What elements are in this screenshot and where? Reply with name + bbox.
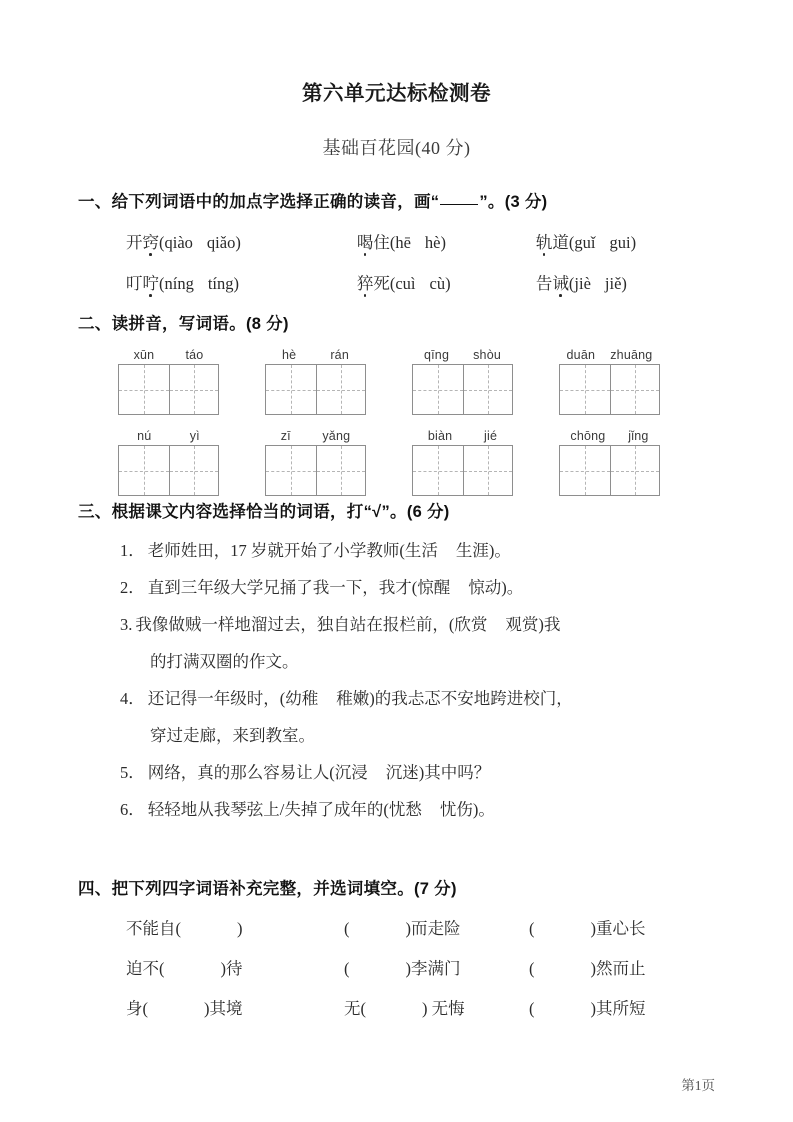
idiom-before: ( [529, 999, 535, 1018]
pinyin-option-a[interactable]: qiào [164, 233, 193, 252]
pronunciation-item[interactable] [126, 270, 357, 294]
character-grid-group [412, 429, 559, 496]
list-item[interactable] [78, 796, 715, 820]
character-grid-row [118, 429, 715, 496]
section-one [78, 188, 715, 294]
pinyin-syllable: zhuāng [610, 348, 653, 362]
tianzi-cell[interactable] [560, 446, 610, 495]
character-grid-group [559, 429, 706, 496]
pinyin-syllable: rán [330, 348, 349, 362]
section-two-heading: 二、读拼音，写词语。(8 分) [78, 315, 289, 333]
item-option[interactable]: 稚嫩)的我忐忑不安地跨进校门， [336, 689, 573, 708]
grid-pinyin-label [559, 429, 660, 443]
grid-pinyin-label [118, 348, 219, 362]
idiom-after: )待 [220, 959, 243, 978]
list-item-continuation: 穿过走廊，来到教室。 [150, 726, 315, 745]
idiom-blank[interactable] [529, 995, 646, 1019]
word-before: 开 [126, 233, 143, 252]
idiom-before: ( [529, 959, 535, 978]
character-grid-group [559, 348, 706, 415]
pinyin-syllable: zī [280, 429, 291, 443]
grid-pinyin-label [412, 348, 513, 362]
tianzi-grid[interactable] [412, 445, 513, 496]
idiom-before: 身( [126, 999, 148, 1018]
tianzi-grid[interactable] [265, 364, 366, 415]
pinyin-option-b[interactable]: gui [609, 233, 631, 252]
tianzi-cell[interactable] [266, 365, 316, 414]
paren-open: ( [568, 274, 575, 293]
idiom-blank[interactable] [344, 955, 529, 979]
paren-close: ) [630, 233, 637, 252]
dotted-char: 轨 [536, 229, 553, 253]
idiom-before: ( [344, 919, 350, 938]
section-one-heading-prefix: 一、给下列词语中的加点字选择正确的读音，画“ [78, 193, 440, 211]
pinyin-syllable: biàn [427, 429, 453, 443]
paren-open: ( [159, 233, 165, 252]
idiom-after: )其境 [204, 999, 243, 1018]
page-title: 第六单元达标检测卷 [302, 82, 491, 105]
tianzi-cell[interactable] [560, 365, 610, 414]
pinyin-option-a[interactable]: guǐ [574, 233, 596, 252]
pinyin-syllable: shòu [473, 348, 501, 362]
item-option[interactable]: 惊动)。 [468, 578, 524, 597]
paren-close: ) [440, 233, 446, 252]
idiom-blank[interactable] [126, 995, 344, 1019]
item-option[interactable]: 生涯)。 [455, 541, 511, 560]
pronunciation-item[interactable] [357, 270, 536, 294]
item-option[interactable]: 忧伤)。 [439, 800, 495, 819]
section-one-heading [78, 188, 715, 212]
list-item[interactable] [78, 537, 715, 561]
section-two [78, 310, 715, 510]
paren-open: ( [159, 274, 165, 293]
page-number: 第1页 [681, 1078, 715, 1093]
item-number: 1． [120, 541, 145, 560]
item-text: 还记得一年级时，(幼稚 [147, 689, 319, 708]
idiom-before: 不能自( [126, 919, 181, 938]
grid-pinyin-label [118, 429, 219, 443]
pronunciation-item[interactable] [536, 270, 715, 294]
character-grid-area [78, 348, 715, 496]
idiom-blank[interactable] [344, 995, 529, 1019]
page-subtitle: 基础百花园(40 分) [322, 138, 471, 158]
dotted-char: 喝 [357, 229, 374, 253]
idiom-blank[interactable] [529, 915, 646, 939]
tianzi-cell[interactable] [610, 365, 660, 414]
item-number: 2． [120, 578, 145, 597]
pinyin-option-b[interactable]: cù [429, 274, 446, 293]
item-text: 直到三年级大学兄捅了我一下，我才(惊醒 [147, 578, 451, 597]
paren-close: ) [621, 274, 627, 293]
list-item[interactable] [78, 759, 715, 783]
item-number: 6． [120, 800, 145, 819]
item-option[interactable]: 沉迷)其中吗？ [385, 763, 491, 782]
pinyin-syllable: nú [137, 429, 152, 443]
dotted-char: 猝 [357, 270, 374, 294]
character-grid-group [265, 348, 412, 415]
paren-close: ) [235, 233, 241, 252]
section-four [78, 875, 715, 1035]
pronunciation-row [78, 270, 715, 294]
pinyin-option-a[interactable]: níng [164, 274, 194, 293]
idiom-after: )其所短 [590, 999, 646, 1018]
pinyin-option-a[interactable]: cuì [395, 274, 416, 293]
character-grid-group [265, 429, 412, 496]
idiom-before: ( [529, 919, 535, 938]
list-item[interactable] [78, 611, 715, 635]
tianzi-cell[interactable] [463, 365, 513, 414]
pinyin-option-b[interactable]: jiě [604, 274, 622, 293]
idiom-row [126, 995, 715, 1019]
pinyin-option-b[interactable]: qiǎo [206, 233, 236, 252]
tianzi-grid[interactable] [265, 445, 366, 496]
paren-open: ( [568, 233, 575, 252]
paren-close: ) [233, 274, 240, 293]
word-after: 道 [552, 233, 569, 252]
tianzi-grid[interactable] [412, 364, 513, 415]
item-text: 轻轻地从我琴弦上/失掉了成年的(忧愁 [147, 800, 422, 819]
item-option[interactable]: 观赏)我 [505, 615, 561, 634]
grid-pinyin-label [412, 429, 513, 443]
word-after: 死 [373, 274, 390, 293]
dotted-char: 窍 [143, 229, 160, 253]
pinyin-option-b[interactable]: tíng [207, 274, 234, 293]
tianzi-grid[interactable] [118, 364, 219, 415]
list-item[interactable] [78, 574, 715, 598]
tianzi-grid[interactable] [559, 445, 660, 496]
item-text: 老师姓田，17 岁就开始了小学教师(生活 [147, 541, 438, 560]
idiom-after: )重心长 [590, 919, 646, 938]
paren-close: ) [445, 274, 451, 293]
idiom-after: ) 无悔 [422, 999, 465, 1018]
pinyin-option-a[interactable]: jiè [574, 274, 591, 293]
pronunciation-item[interactable] [536, 229, 715, 253]
pronunciation-item[interactable] [126, 229, 357, 253]
pinyin-syllable: táo [185, 348, 204, 362]
pinyin-syllable: yì [189, 429, 200, 443]
word-after: 住 [373, 233, 390, 252]
character-grid-group [412, 348, 559, 415]
section-three-heading: 三、根据课文内容选择恰当的词语，打“√”。(6 分) [78, 503, 450, 521]
item-text: 我像做贼一样地溜过去，独自站在报栏前，(欣赏 [135, 615, 488, 634]
pinyin-syllable: jǐng [628, 429, 649, 443]
idiom-before: 无( [344, 999, 366, 1018]
tianzi-cell[interactable] [413, 365, 463, 414]
tianzi-cell[interactable] [119, 365, 169, 414]
tianzi-cell[interactable] [413, 446, 463, 495]
tianzi-cell[interactable] [316, 365, 366, 414]
idiom-fill-area [78, 915, 715, 1019]
item-number: 4． [120, 689, 145, 708]
idiom-row [126, 955, 715, 979]
character-grid-row [118, 348, 715, 415]
word-before: 告 [535, 274, 553, 293]
item-number: 5． [120, 763, 145, 782]
pinyin-syllable: hè [282, 348, 297, 362]
paren-open: ( [389, 233, 396, 252]
word-before: 叮 [126, 274, 143, 293]
answer-blank-line [440, 204, 478, 205]
idiom-before: 迫不( [126, 959, 165, 978]
list-item[interactable] [78, 685, 715, 709]
tianzi-cell[interactable] [463, 446, 513, 495]
tianzi-cell[interactable] [119, 446, 169, 495]
idiom-blank[interactable] [529, 955, 646, 979]
tianzi-grid[interactable] [559, 364, 660, 415]
idiom-after: )而走险 [405, 919, 461, 938]
idiom-blank[interactable] [344, 915, 529, 939]
grid-pinyin-label [265, 429, 366, 443]
idiom-after: )然而止 [590, 959, 646, 978]
paren-open: ( [389, 274, 396, 293]
pinyin-option-b[interactable]: hè [424, 233, 441, 252]
idiom-after: )李满门 [405, 959, 461, 978]
pinyin-syllable: yǎng [322, 429, 351, 443]
pinyin-syllable: chōng [570, 429, 606, 443]
grid-pinyin-label [265, 348, 366, 362]
tianzi-grid[interactable] [118, 445, 219, 496]
tianzi-cell[interactable] [169, 365, 219, 414]
pronunciation-row [78, 229, 715, 253]
list-item-continuation: 的打满双圈的作文。 [150, 652, 299, 671]
tianzi-cell[interactable] [169, 446, 219, 495]
section-three [78, 498, 715, 833]
dotted-char: 诫 [552, 270, 569, 294]
pronunciation-item[interactable] [357, 229, 536, 253]
section-three-items [78, 537, 715, 820]
tianzi-cell[interactable] [610, 446, 660, 495]
dotted-char: 咛 [143, 270, 160, 294]
idiom-blank[interactable] [126, 915, 344, 939]
idiom-before: ( [344, 959, 350, 978]
idiom-after: ) [237, 919, 243, 938]
character-grid-group [118, 429, 265, 496]
grid-pinyin-label [559, 348, 660, 362]
pinyin-syllable: xūn [133, 348, 155, 362]
tianzi-cell[interactable] [266, 446, 316, 495]
pinyin-syllable: duān [566, 348, 596, 362]
character-grid-group [118, 348, 265, 415]
pinyin-option-a[interactable]: hē [395, 233, 411, 252]
pinyin-syllable: jié [484, 429, 498, 443]
idiom-row [126, 915, 715, 939]
tianzi-cell[interactable] [316, 446, 366, 495]
section-four-heading: 四、把下列四字词语补充完整，并选词填空。(7 分) [78, 880, 457, 898]
item-number: 3. [120, 615, 133, 634]
idiom-blank[interactable] [126, 955, 344, 979]
section-one-heading-suffix: ”。(3 分) [479, 193, 548, 211]
item-text: 网络，真的那么容易让人(沉浸 [147, 763, 368, 782]
pinyin-syllable: qīng [423, 348, 450, 362]
